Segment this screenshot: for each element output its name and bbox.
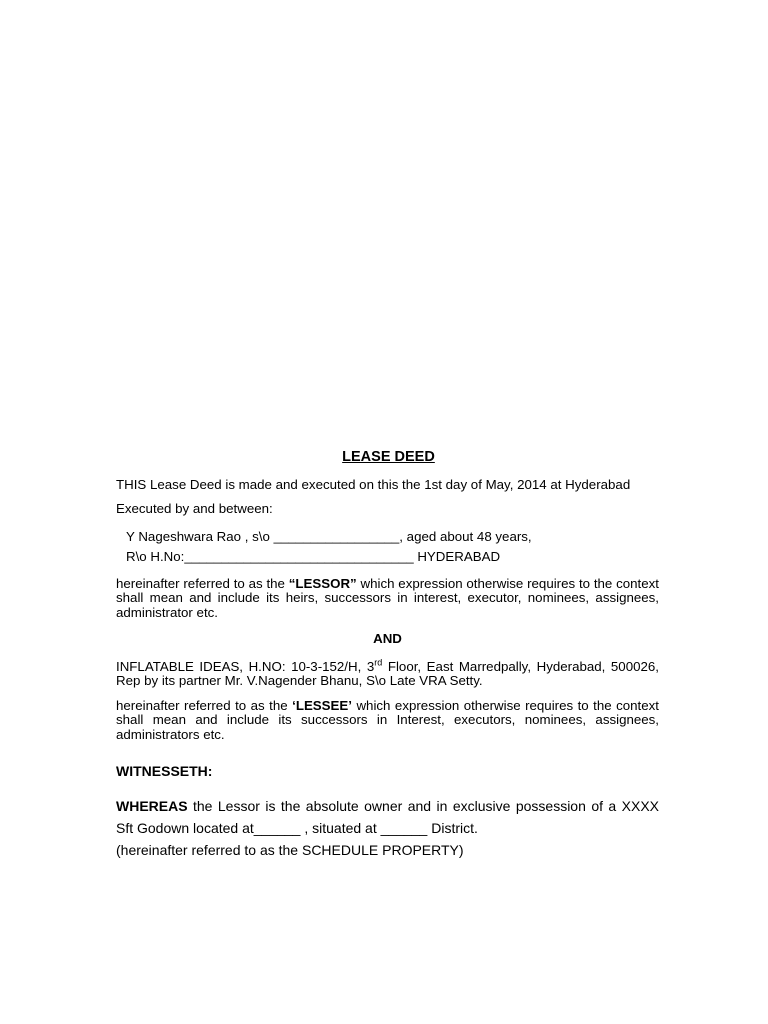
lessor-name-line: Y Nageshwara Rao , s\o _________________, aged about 48 years, xyxy=(126,528,532,544)
lessee-clause xyxy=(116,699,659,743)
lessor-address-line: R\o H.No:_______________________________ HYDERABAD xyxy=(126,549,501,564)
executed-by-line: Executed by and between: xyxy=(116,501,273,516)
lessee-details-before: INFLATABLE IDEAS, H.NO: 10-3-152/H, 3 xyxy=(116,658,375,674)
whereas-body: the Lessor is the absolute owner and in exclusive possession of a XXXX Sft Godown located at______ , situated at ______ District. xyxy=(116,797,659,836)
document-body xyxy=(116,450,659,861)
lessor-details xyxy=(116,530,659,565)
whereas-last-line: (hereinafter referred to as the SCHEDULE PROPERTY) xyxy=(116,841,464,858)
lessee-details-after: Floor, East Marredpally, Hyderabad, 500026, Rep by its partner Mr. V.Nagender Bhanu, S\o Late VRA Setty. xyxy=(116,658,659,688)
lessee-clause-after: which expression otherwise requires to the context shall mean and include its successors in Interest, executors, nominees, assignees, administrators etc. xyxy=(116,697,659,742)
lessee-clause-before: hereinafter referred to as the xyxy=(116,697,293,713)
lessor-clause-after: which expression otherwise requires to the context shall mean and include its heirs, successors in interest, executor, nominees, assignees, administrator etc. xyxy=(116,575,659,620)
lessee-details xyxy=(116,657,659,689)
document-title: LEASE DEED xyxy=(342,449,435,465)
whereas-lead: WHEREAS xyxy=(116,797,188,814)
lessor-clause-before: hereinafter referred to as the xyxy=(116,575,289,591)
and-separator: AND xyxy=(373,631,402,646)
whereas-paragraph xyxy=(116,795,659,861)
lessor-term: “LESSOR” xyxy=(288,575,357,591)
lessee-floor-suffix: rd xyxy=(374,657,383,668)
lessor-clause xyxy=(116,577,659,621)
intro-paragraph: THIS Lease Deed is made and executed on this the 1st day of May, 2014 at Hyderabad xyxy=(116,476,631,492)
lessee-term: ‘LESSEE’ xyxy=(292,697,352,713)
witnesseth-heading: WITNESSETH: xyxy=(116,763,213,779)
